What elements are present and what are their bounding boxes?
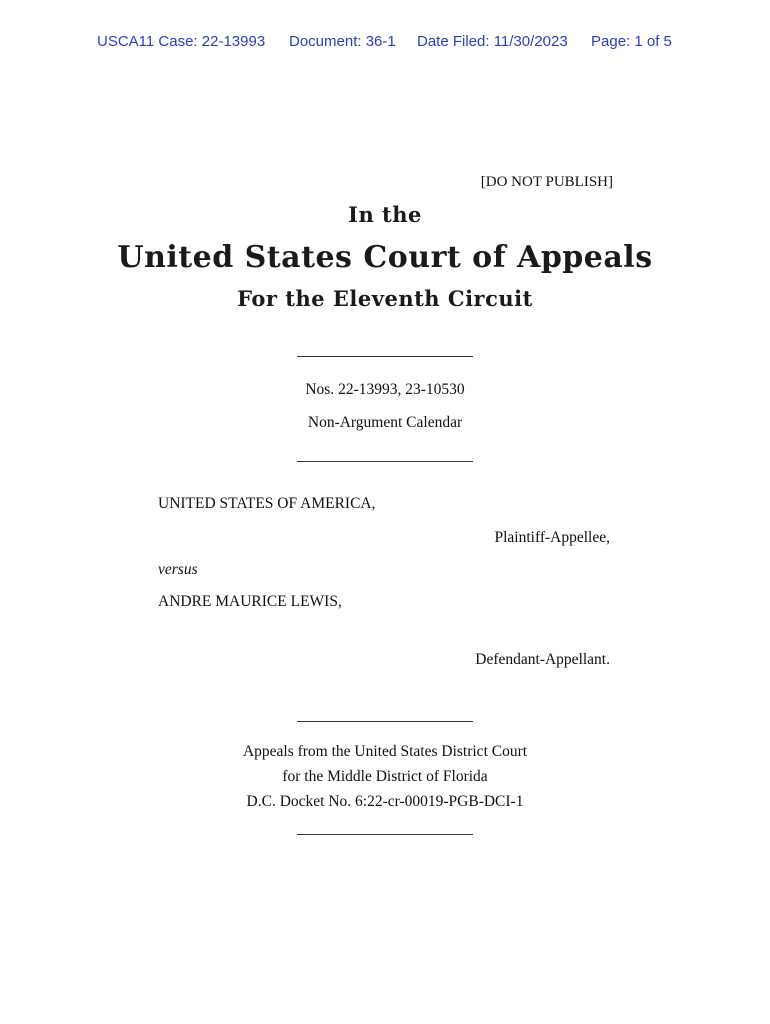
appeal-origin-line: Appeals from the United States District Court (242, 743, 528, 760)
header-document-number: Document: 36-1 (289, 33, 396, 50)
case-numbers: Nos. 22-13993, 23-10530 (305, 381, 465, 398)
docket-number: D.C. Docket No. 6:22-cr-00019-PGB-DCI-1 (246, 793, 524, 810)
court-circuit: For the Eleventh Circuit (237, 286, 533, 311)
defendant-name: ANDRE MAURICE LEWIS, (158, 593, 342, 610)
header-page-count: Page: 1 of 5 (591, 33, 672, 50)
court-heading-in-the: In the (348, 202, 422, 227)
divider-rule (297, 461, 473, 462)
versus-label: versus (158, 561, 198, 578)
publication-status: [DO NOT PUBLISH] (480, 174, 613, 190)
defendant-role: Defendant-Appellant. (475, 651, 610, 668)
document-header (0, 33, 770, 53)
calendar-type: Non-Argument Calendar (307, 414, 463, 431)
divider-rule (297, 356, 473, 357)
court-name: United States Court of Appeals (117, 240, 653, 275)
header-case-number: USCA11 Case: 22-13993 (97, 33, 266, 50)
divider-rule (297, 834, 473, 835)
appeal-district-line: for the Middle District of Florida (282, 768, 488, 785)
plaintiff-role: Plaintiff-Appellee, (494, 529, 610, 546)
divider-rule (297, 721, 473, 722)
header-date-filed: Date Filed: 11/30/2023 (417, 33, 568, 50)
plaintiff-name: UNITED STATES OF AMERICA, (158, 495, 376, 512)
